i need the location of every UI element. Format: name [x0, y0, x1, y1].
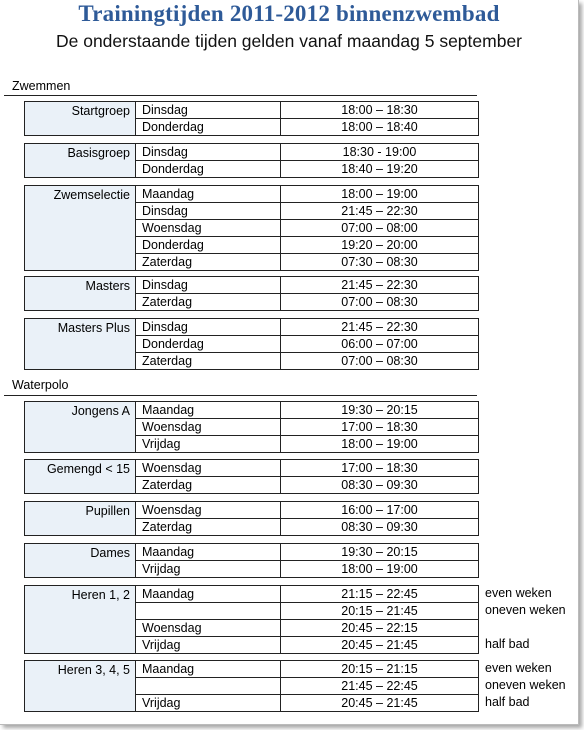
section-divider [4, 395, 477, 396]
time-cell: 07:30 – 08:30 [341, 255, 418, 269]
table-row [136, 561, 478, 578]
day-cell: Zaterdag [136, 254, 281, 270]
time-cell: 20:45 – 22:15 [341, 621, 418, 635]
group-label: Startgroep [25, 102, 136, 135]
day-cell: Dinsdag [136, 144, 281, 160]
schedule-group [24, 660, 479, 712]
table-row [136, 460, 478, 477]
page-subtitle: De onderstaande tijden gelden vanaf maandag 5 september [55, 31, 523, 51]
schedule-group [24, 101, 479, 136]
day-cell: Woensdag [136, 419, 281, 435]
row-note: oneven weken [485, 603, 566, 617]
page-title: Trainingtijden 2011-2012 binnenzwembad [78, 1, 500, 26]
table-row [136, 678, 478, 695]
schedule-group [24, 318, 479, 370]
table-row [136, 319, 478, 336]
time-cell: 18:40 – 19:20 [341, 162, 418, 176]
table-row [136, 419, 478, 436]
time-cell: 18:00 – 19:00 [341, 562, 418, 576]
time-cell: 20:15 – 21:15 [341, 662, 418, 676]
schedule-group [24, 585, 479, 654]
group-label: Heren 3, 4, 5 [25, 661, 136, 711]
time-cell: 18:00 – 18:40 [341, 120, 418, 134]
day-cell: Donderdag [136, 237, 281, 253]
day-cell [136, 678, 281, 694]
day-cell: Vrijdag [136, 561, 281, 577]
time-cell: 18:00 – 19:00 [341, 187, 418, 201]
table-row [136, 502, 478, 519]
table-row [136, 477, 478, 494]
time-cell: 08:30 – 09:30 [341, 478, 418, 492]
day-cell: Maandag [136, 586, 281, 602]
time-cell: 18:00 – 18:30 [341, 103, 418, 117]
table-row [136, 119, 478, 136]
day-cell: Vrijdag [136, 436, 281, 452]
table-row [136, 436, 478, 453]
schedule-group [24, 543, 479, 578]
table-row [136, 186, 478, 203]
table-row [136, 144, 478, 161]
time-cell: 20:45 – 21:45 [341, 696, 418, 710]
group-label: Heren 1, 2 [25, 586, 136, 653]
row-note: half bad [485, 637, 530, 651]
section-label: Waterpolo [12, 378, 69, 392]
day-cell: Maandag [136, 186, 281, 202]
day-cell: Dinsdag [136, 319, 281, 335]
table-row [136, 336, 478, 353]
time-cell: 21:45 – 22:30 [341, 320, 418, 334]
table-row [136, 402, 478, 419]
table-row [136, 203, 478, 220]
time-cell: 17:00 – 18:30 [341, 420, 418, 434]
day-cell: Woensdag [136, 620, 281, 636]
table-row [136, 620, 478, 637]
group-label: Dames [25, 544, 136, 577]
time-cell: 19:30 – 20:15 [341, 545, 418, 559]
row-note: half bad [485, 695, 530, 709]
group-label: Jongens A [25, 402, 136, 452]
day-cell: Dinsdag [136, 203, 281, 219]
row-note: even weken [485, 661, 552, 675]
table-row [136, 695, 478, 712]
time-cell: 17:00 – 18:30 [341, 461, 418, 475]
table-row [136, 254, 478, 271]
table-row [136, 220, 478, 237]
day-cell: Zaterdag [136, 519, 281, 535]
section-divider [4, 95, 477, 96]
time-cell: 20:45 – 21:45 [341, 638, 418, 652]
time-cell: 18:30 - 19:00 [342, 145, 417, 159]
time-cell: 19:30 – 20:15 [341, 403, 418, 417]
table-row [136, 294, 478, 311]
group-label: Masters [25, 277, 136, 310]
row-note: oneven weken [485, 678, 566, 692]
day-cell: Vrijdag [136, 637, 281, 653]
day-cell: Woensdag [136, 220, 281, 236]
group-label: Basisgroep [25, 144, 136, 177]
day-cell: Dinsdag [136, 277, 281, 293]
time-cell: 21:15 – 22:45 [341, 587, 418, 601]
time-cell: 07:00 – 08:00 [341, 221, 418, 235]
schedule-group [24, 143, 479, 178]
table-row [136, 102, 478, 119]
group-label: Zwemselectie [25, 186, 136, 270]
time-cell: 16:00 – 17:00 [341, 503, 418, 517]
table-row [136, 519, 478, 536]
row-note: even weken [485, 586, 552, 600]
table-row [136, 586, 478, 603]
day-cell: Maandag [136, 544, 281, 560]
day-cell: Dinsdag [136, 102, 281, 118]
day-cell: Vrijdag [136, 695, 281, 711]
day-cell: Donderdag [136, 336, 281, 352]
time-cell: 21:45 – 22:45 [341, 679, 418, 693]
day-cell: Woensdag [136, 460, 281, 476]
schedule-group [24, 185, 479, 271]
day-cell: Woensdag [136, 502, 281, 518]
day-cell: Maandag [136, 402, 281, 418]
day-cell: Zaterdag [136, 477, 281, 493]
time-cell: 06:00 – 07:00 [341, 337, 418, 351]
schedule-group [24, 276, 479, 311]
table-row [136, 637, 478, 654]
time-cell: 21:45 – 22:30 [341, 278, 418, 292]
group-label: Masters Plus [25, 319, 136, 369]
table-row [136, 353, 478, 370]
group-label: Pupillen [25, 502, 136, 535]
section-label: Zwemmen [12, 79, 71, 93]
time-cell: 21:45 – 22:30 [341, 204, 418, 218]
table-row [136, 277, 478, 294]
day-cell: Maandag [136, 661, 281, 677]
day-cell [136, 603, 281, 619]
table-row [136, 544, 478, 561]
time-cell: 19:20 – 20:00 [341, 238, 418, 252]
table-row [136, 161, 478, 178]
table-row [136, 603, 478, 620]
schedule-group [24, 459, 479, 494]
schedule-group [24, 401, 479, 453]
time-cell: 18:00 – 19:00 [341, 437, 418, 451]
time-cell: 20:15 – 21:45 [341, 604, 418, 618]
time-cell: 07:00 – 08:30 [341, 295, 418, 309]
time-cell: 07:00 – 08:30 [341, 354, 418, 368]
group-label: Gemengd < 15 [25, 460, 136, 493]
table-row [136, 661, 478, 678]
day-cell: Donderdag [136, 161, 281, 177]
schedule-group [24, 501, 479, 536]
time-cell: 08:30 – 09:30 [341, 520, 418, 534]
day-cell: Donderdag [136, 119, 281, 135]
table-row [136, 237, 478, 254]
day-cell: Zaterdag [136, 294, 281, 310]
day-cell: Zaterdag [136, 353, 281, 369]
